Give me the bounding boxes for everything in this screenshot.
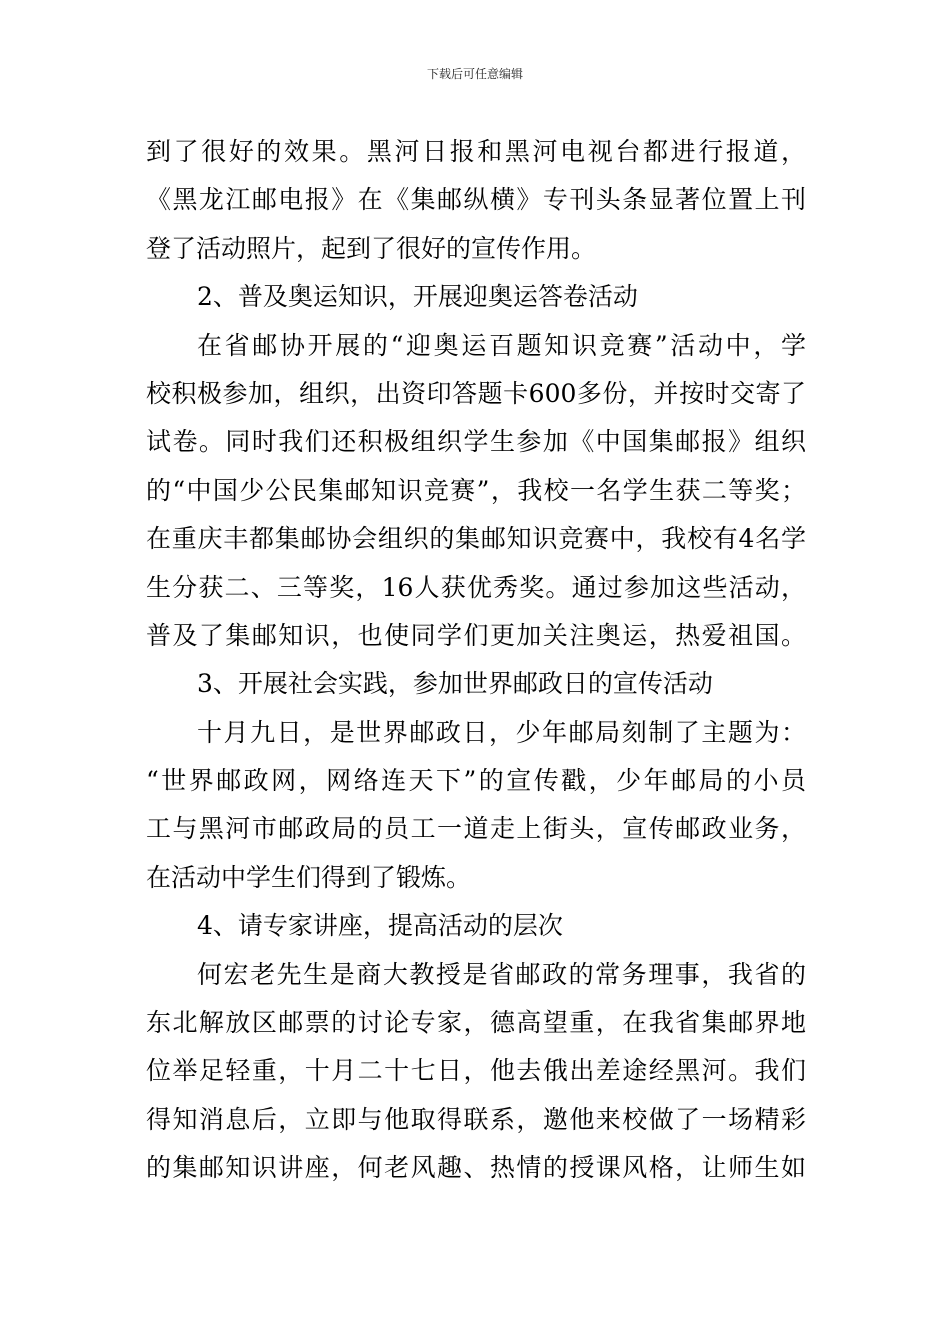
- text-line: 位举足轻重，十月二十七日，他去俄出差途经黑河。我们: [146, 1056, 806, 1086]
- text-line: 得知消息后，立即与他取得联系，邀他来校做了一场精彩: [146, 1104, 806, 1134]
- section-heading: 2、普及奥运知识，开展迎奥运答卷活动: [197, 282, 638, 312]
- text-line: 东北解放区邮票的讨论专家，德高望重，在我省集邮界地: [146, 1008, 806, 1038]
- text-line: 何宏老先生是商大教授是省邮政的常务理事，我省的: [197, 959, 806, 989]
- page-header: 下载后可任意编辑: [426, 67, 523, 81]
- text-line: 普及了集邮知识，也使同学们更加关注奥运，热爱祖国。: [146, 620, 806, 650]
- text-line: 在省邮协开展的“迎奥运百题知识竞赛”活动中，学: [197, 330, 806, 360]
- text-line: 校积极参加，组织，出资印答题卡600多份，并按时交寄了: [146, 378, 806, 408]
- text-line: “世界邮政网，网络连天下”的宣传戳，少年邮局的小员: [146, 766, 806, 796]
- text-line: 十月九日，是世界邮政日，少年邮局刻制了主题为：: [197, 717, 806, 747]
- text-line: 《黑龙江邮电报》在《集邮纵横》专刊头条显著位置上刊: [146, 185, 806, 215]
- section-heading: 4、请专家讲座，提高活动的层次: [197, 911, 563, 941]
- text-line: 的集邮知识讲座，何老风趣、热情的授课风格，让师生如: [146, 1153, 806, 1183]
- text-line: 生分获二、三等奖，16人获优秀奖。通过参加这些活动，: [146, 572, 806, 602]
- text-line: 登了活动照片，起到了很好的宣传作用。: [146, 233, 597, 263]
- text-line: 的“中国少公民集邮知识竞赛”，我校一名学生获二等奖；: [146, 475, 806, 505]
- section-heading: 3、开展社会实践，参加世界邮政日的宣传活动: [197, 669, 713, 699]
- text-line: 工与黑河市邮政局的员工一道走上街头，宣传邮政业务，: [146, 814, 806, 844]
- text-line: 在活动中学生们得到了锻炼。: [146, 862, 472, 892]
- text-line: 试卷。同时我们还积极组织学生参加《中国集邮报》组织: [146, 427, 806, 457]
- text-line: 到了很好的效果。黑河日报和黑河电视台都进行报道，: [146, 137, 806, 166]
- text-line: 在重庆丰都集邮协会组织的集邮知识竞赛中，我校有4名学: [146, 524, 806, 554]
- document-body: [146, 128, 806, 1193]
